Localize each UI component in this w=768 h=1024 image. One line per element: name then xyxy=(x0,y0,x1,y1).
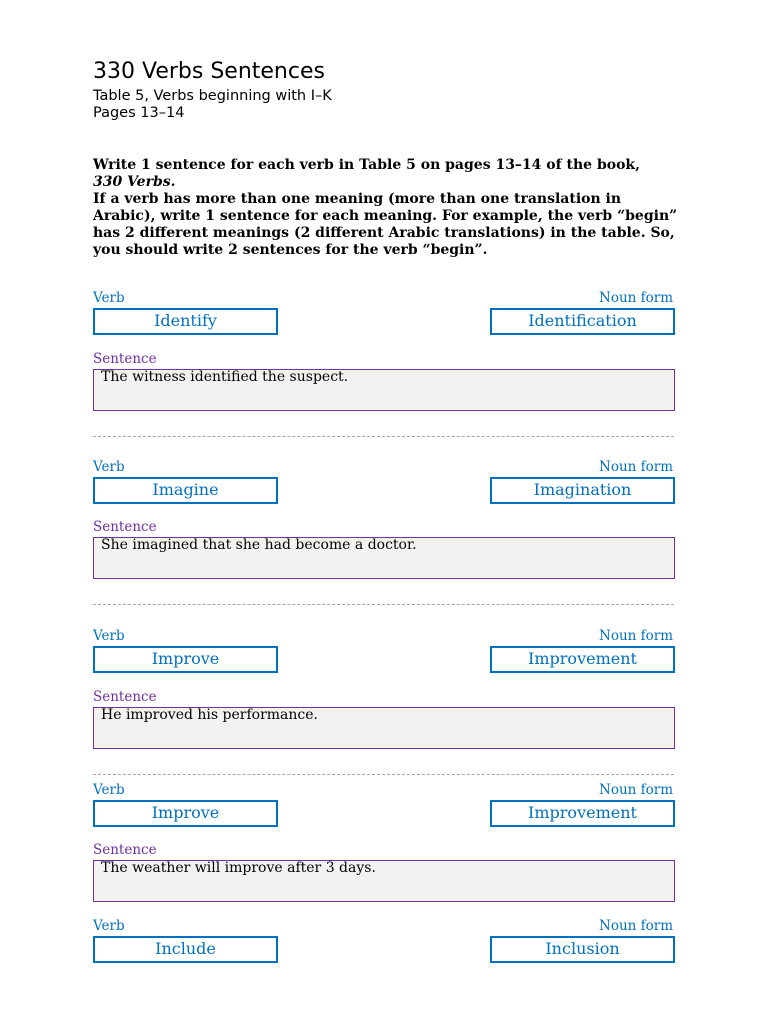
instructions-line-5: has 2 different meanings (2 different Arabic translations) in the table. So, xyxy=(93,225,675,241)
sentence-field[interactable]: He improved his performance. xyxy=(93,707,675,749)
noun-form-field[interactable]: Inclusion xyxy=(490,936,675,963)
verb-field[interactable]: Imagine xyxy=(93,477,278,504)
verb-field[interactable]: Improve xyxy=(93,646,278,673)
verb-field[interactable]: Identify xyxy=(93,308,278,335)
instructions-line-6: you should write 2 sentences for the verb “begin”. xyxy=(93,242,488,258)
verb-label: Verb xyxy=(93,918,125,934)
entry-separator xyxy=(93,774,674,775)
instructions-line-2 xyxy=(93,174,693,191)
noun-form-label: Noun form xyxy=(599,782,673,798)
noun-form-field[interactable]: Identification xyxy=(490,308,675,335)
noun-form-label: Noun form xyxy=(599,628,673,644)
sentence-label: Sentence xyxy=(93,842,157,858)
verb-label: Verb xyxy=(93,459,125,475)
noun-form-label: Noun form xyxy=(599,918,673,934)
instructions-line-3: If a verb has more than one meaning (more than one translation in xyxy=(93,191,622,207)
entry-separator xyxy=(93,604,674,605)
document-title: 330 Verbs Sentences xyxy=(93,59,325,84)
verb-label: Verb xyxy=(93,782,125,798)
verb-label: Verb xyxy=(93,290,125,306)
document-subtitle: Table 5, Verbs beginning with I–K xyxy=(93,88,332,104)
noun-form-field[interactable]: Imagination xyxy=(490,477,675,504)
book-suffix: . xyxy=(170,174,176,190)
sentence-label: Sentence xyxy=(93,351,157,367)
sentence-field[interactable]: She imagined that she had become a doctor. xyxy=(93,537,675,579)
verb-label: Verb xyxy=(93,628,125,644)
noun-form-label: Noun form xyxy=(599,290,673,306)
instructions-line-1: Write 1 sentence for each verb in Table 5 on pages 13–14 of the book, xyxy=(93,157,640,173)
noun-form-field[interactable]: Improvement xyxy=(490,800,675,827)
sentence-field[interactable]: The weather will improve after 3 days. xyxy=(93,860,675,902)
entry-separator xyxy=(93,436,674,437)
document-pages: Pages 13–14 xyxy=(93,105,185,121)
instructions xyxy=(93,157,693,259)
instructions-line-4: Arabic), write 1 sentence for each meaning. For example, the verb “begin” xyxy=(93,208,678,224)
verb-field[interactable]: Improve xyxy=(93,800,278,827)
verb-field[interactable]: Include xyxy=(93,936,278,963)
sentence-field[interactable]: The witness identified the suspect. xyxy=(93,369,675,411)
noun-form-field[interactable]: Improvement xyxy=(490,646,675,673)
sentence-label: Sentence xyxy=(93,689,157,705)
noun-form-label: Noun form xyxy=(599,459,673,475)
sentence-label: Sentence xyxy=(93,519,157,535)
book-title: 330 Verbs xyxy=(93,174,171,190)
